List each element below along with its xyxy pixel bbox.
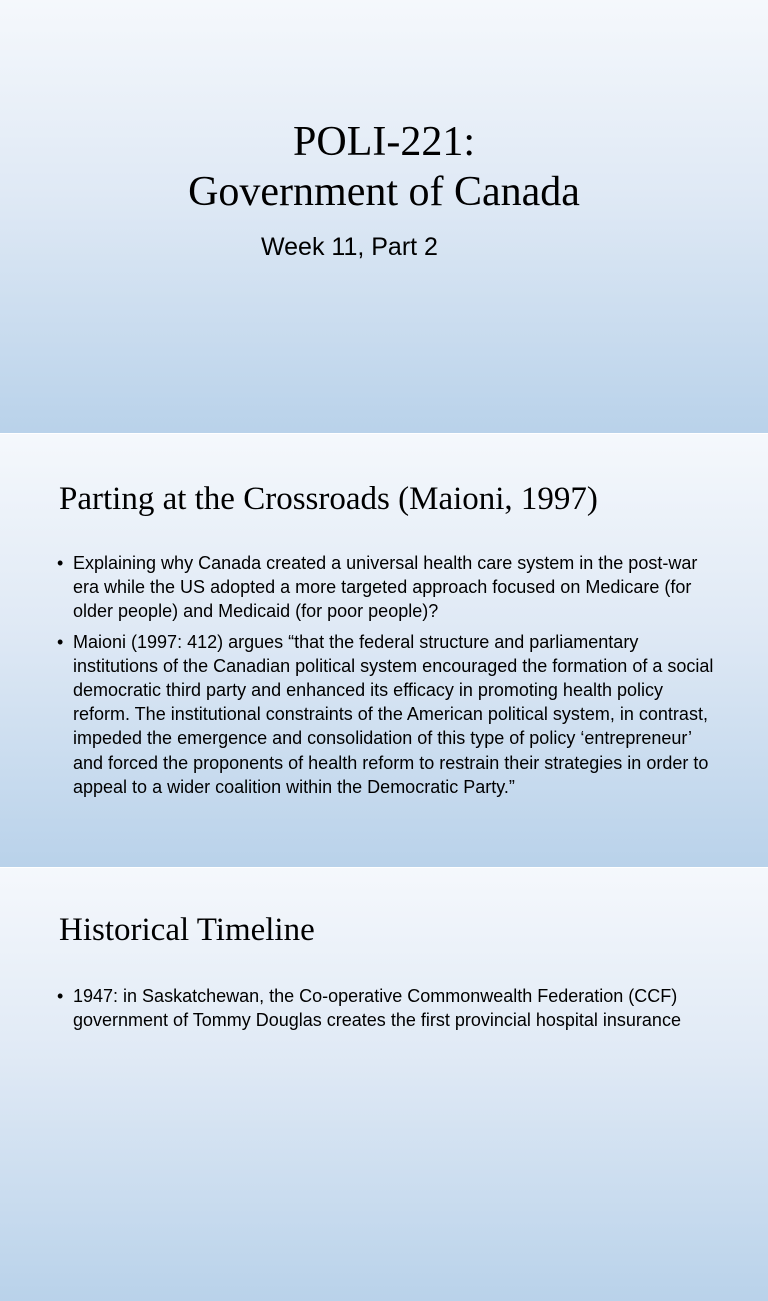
course-code-title: POLI-221:: [293, 119, 475, 165]
bullet-icon: •: [57, 553, 64, 573]
bullet-item: [57, 984, 717, 1032]
bullet-list: [57, 984, 717, 1038]
course-name-title: Government of Canada: [188, 169, 580, 215]
timeline-slide: [0, 868, 768, 1301]
slide-heading: Parting at the Crossroads (Maioni, 1997): [59, 481, 598, 517]
bullet-icon: •: [57, 631, 64, 652]
bullet-text: Explaining why Canada created a universal health care system in the post-war era while the US adopted a more targeted approach focused on Medicare (for older people) and Medicaid (for poor people)?: [73, 553, 698, 622]
week-subtitle: Week 11, Part 2: [261, 233, 438, 261]
bullet-icon: •: [57, 986, 64, 1006]
bullet-item: [57, 630, 717, 799]
maioni-slide: [0, 434, 768, 867]
bullet-text: Maioni (1997: 412) argues “that the federal structure and parliamentary institutions of the Canadian political system encouraged the formation of a social democratic third party and enhanced its efficacy in promoting health policy reform. The institutional constraints of the American political system, in contrast, impeded the emergence and consolidation of this type of policy ‘entrepreneur’ and forced the proponents of health reform to restrain their strategies in order to appeal to a wider coalition within the Democratic Party.”: [73, 631, 714, 797]
bullet-text: 1947: in Saskatchewan, the Co-operative Commonwealth Federation (CCF) government of Tommy Douglas creates the first provincial hospital insurance: [73, 986, 681, 1031]
slide-heading: Historical Timeline: [59, 912, 315, 948]
bullet-list: [57, 551, 717, 805]
bullet-item: [57, 551, 717, 624]
title-slide: [0, 0, 768, 433]
